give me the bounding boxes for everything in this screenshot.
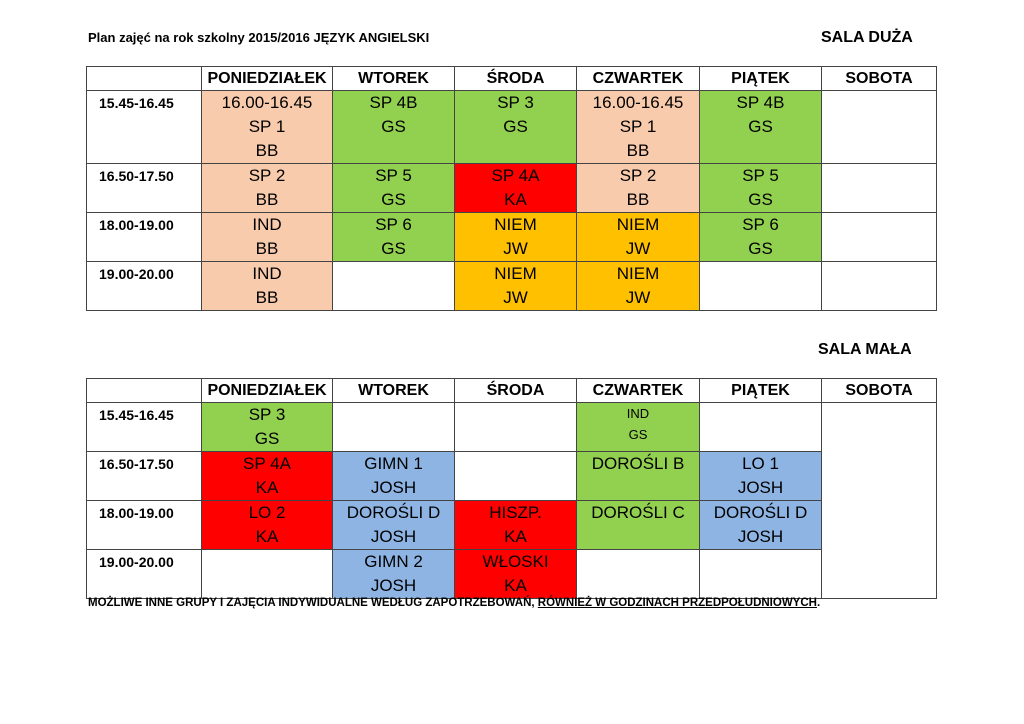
class-cell xyxy=(455,262,577,311)
class-cell xyxy=(700,403,822,452)
class-line: JW xyxy=(625,239,651,258)
class-cell xyxy=(577,550,700,599)
class-line: LO 1 xyxy=(742,454,779,473)
time-slot: 18.00-19.00 xyxy=(87,501,202,550)
class-line: GS xyxy=(748,190,773,209)
class-line: SP 2 xyxy=(619,166,657,185)
class-line: JW xyxy=(503,239,528,258)
table-row xyxy=(87,452,937,501)
class-line: GS xyxy=(254,429,280,448)
class-line: SP 4A xyxy=(243,454,291,473)
header-row xyxy=(87,379,937,403)
class-cell xyxy=(202,91,333,164)
class-cell xyxy=(455,550,577,599)
class-line: BB xyxy=(626,141,650,160)
class-cell xyxy=(202,164,333,213)
class-cell xyxy=(333,213,455,262)
class-cell xyxy=(700,213,822,262)
header-day: ŚRODA xyxy=(455,379,577,403)
table-row xyxy=(87,403,937,452)
class-line: NIEM xyxy=(494,264,537,283)
class-line: NIEM xyxy=(494,215,537,234)
class-cell xyxy=(700,262,822,311)
class-line: SP 2 xyxy=(248,166,286,185)
class-line: 16.00-16.45 xyxy=(592,93,684,112)
class-cell xyxy=(822,262,937,311)
class-cell xyxy=(577,501,700,550)
class-cell xyxy=(455,501,577,550)
footer-underlined-text: RÓWNIEŻ W GODZINACH PRZEDPOŁUDNIOWYCH xyxy=(537,597,817,609)
class-line: SP 3 xyxy=(248,405,286,424)
class-line: HISZP. xyxy=(489,503,542,522)
class-cell xyxy=(455,164,577,213)
class-line: GS xyxy=(381,239,406,258)
schedule-table-large-room xyxy=(86,66,937,311)
class-line: DOROŚLI D xyxy=(713,503,808,522)
class-line: BB xyxy=(255,190,279,209)
class-cell xyxy=(822,164,937,213)
class-cell xyxy=(577,262,700,311)
class-cell xyxy=(202,501,333,550)
class-cell xyxy=(577,452,700,501)
class-line: LO 2 xyxy=(248,503,286,522)
class-line: BB xyxy=(255,239,279,258)
class-cell xyxy=(700,164,822,213)
class-line: NIEM xyxy=(616,215,660,234)
class-cell xyxy=(577,213,700,262)
time-slot: 16.50-17.50 xyxy=(87,452,202,501)
class-line: DOROŚLI D xyxy=(346,503,441,522)
class-cell xyxy=(455,91,577,164)
time-slot: 16.50-17.50 xyxy=(87,164,202,213)
header-day: SOBOTA xyxy=(822,379,937,403)
table-row xyxy=(87,550,937,599)
class-line: SP 4A xyxy=(491,166,540,185)
class-line: JOSH xyxy=(737,478,784,497)
class-cell xyxy=(202,403,333,452)
class-line: NIEM xyxy=(616,264,660,283)
class-cell xyxy=(577,91,700,164)
class-line: JW xyxy=(503,288,528,307)
class-line: SP 1 xyxy=(619,117,657,136)
class-cell xyxy=(577,403,700,452)
class-line: KA xyxy=(504,576,527,595)
header-day: SOBOTA xyxy=(822,67,937,91)
time-slot: 15.45-16.45 xyxy=(87,403,202,452)
table-row xyxy=(87,213,937,262)
class-line: KA xyxy=(504,527,527,546)
class-cell xyxy=(333,452,455,501)
class-line: GIMN 1 xyxy=(364,454,423,473)
schedule-table-small-room xyxy=(86,378,937,599)
class-cell xyxy=(822,213,937,262)
footer-text: MOŻLIWE INNE GRUPY I ZAJĘCIA INDYWIDUALNE WEDŁUG ZAPOTRZEBOWAŃ, xyxy=(88,597,538,609)
class-line: DOROŚLI B xyxy=(591,454,685,473)
header-day: WTOREK xyxy=(333,67,455,91)
class-cell xyxy=(822,403,937,599)
class-line: IND xyxy=(626,406,650,421)
class-cell xyxy=(700,91,822,164)
class-line: JOSH xyxy=(370,527,417,546)
header-day: PONIEDZIAŁEK xyxy=(202,379,333,403)
class-cell xyxy=(700,550,822,599)
class-line: BB xyxy=(626,190,650,209)
class-cell xyxy=(202,213,333,262)
class-cell xyxy=(202,262,333,311)
class-cell xyxy=(333,164,455,213)
class-line: GS xyxy=(628,427,648,442)
header-row xyxy=(87,67,937,91)
time-slot: 18.00-19.00 xyxy=(87,213,202,262)
class-line: JOSH xyxy=(370,576,417,595)
class-line: GS xyxy=(381,190,406,209)
class-line: GS xyxy=(503,117,528,136)
class-cell xyxy=(577,164,700,213)
class-cell xyxy=(700,501,822,550)
class-line: IND xyxy=(252,264,282,283)
time-slot: 19.00-20.00 xyxy=(87,550,202,599)
class-line: SP 6 xyxy=(742,215,779,234)
class-cell xyxy=(333,550,455,599)
table-row xyxy=(87,91,937,164)
header-day: WTOREK xyxy=(333,379,455,403)
header-day: PONIEDZIAŁEK xyxy=(202,67,333,91)
class-line: SP 1 xyxy=(248,117,286,136)
class-line: GS xyxy=(381,117,406,136)
header-day: ŚRODA xyxy=(455,67,577,91)
header-corner xyxy=(87,379,202,403)
room-label-large: SALA DUŻA xyxy=(821,29,913,46)
header-day: CZWARTEK xyxy=(577,67,700,91)
class-line: IND xyxy=(252,215,282,234)
class-line: SP 4B xyxy=(369,93,418,112)
class-line: KA xyxy=(255,478,279,497)
class-line: KA xyxy=(504,190,527,209)
class-line: SP 3 xyxy=(497,93,534,112)
room-label-small: SALA MAŁA xyxy=(818,341,912,358)
class-line: SP 5 xyxy=(742,166,779,185)
time-slot: 15.45-16.45 xyxy=(87,91,202,164)
class-line: JW xyxy=(625,288,651,307)
table-row xyxy=(87,262,937,311)
class-line: SP 6 xyxy=(375,215,412,234)
class-line: JOSH xyxy=(737,527,784,546)
class-line: KA xyxy=(255,527,279,546)
class-cell xyxy=(333,501,455,550)
class-cell xyxy=(333,91,455,164)
class-cell xyxy=(333,403,455,452)
class-line: GIMN 2 xyxy=(364,552,423,571)
table-row xyxy=(87,501,937,550)
class-line: 16.00-16.45 xyxy=(221,93,313,112)
class-cell xyxy=(455,213,577,262)
class-cell xyxy=(202,550,333,599)
header-corner xyxy=(87,67,202,91)
class-line: GS xyxy=(748,239,773,258)
class-cell xyxy=(333,262,455,311)
time-slot: 19.00-20.00 xyxy=(87,262,202,311)
class-line: SP 5 xyxy=(375,166,412,185)
class-line: WŁOSKI xyxy=(482,552,549,571)
class-cell xyxy=(700,452,822,501)
class-line: DOROŚLI C xyxy=(591,503,685,522)
page-title: Plan zajęć na rok szkolny 2015/2016 JĘZYK ANGIELSKI xyxy=(88,30,430,45)
class-line: SP 4B xyxy=(736,93,785,112)
footer-end: . xyxy=(816,597,821,609)
class-line: GS xyxy=(748,117,773,136)
class-line: JOSH xyxy=(370,478,417,497)
class-line: BB xyxy=(255,141,279,160)
class-cell xyxy=(455,403,577,452)
header-day: PIĄTEK xyxy=(700,67,822,91)
table-row xyxy=(87,164,937,213)
class-cell xyxy=(202,452,333,501)
class-cell xyxy=(822,91,937,164)
footer-note xyxy=(88,597,820,609)
header-day: PIĄTEK xyxy=(700,379,822,403)
header-day: CZWARTEK xyxy=(577,379,700,403)
class-line: BB xyxy=(255,288,279,307)
class-cell xyxy=(455,452,577,501)
